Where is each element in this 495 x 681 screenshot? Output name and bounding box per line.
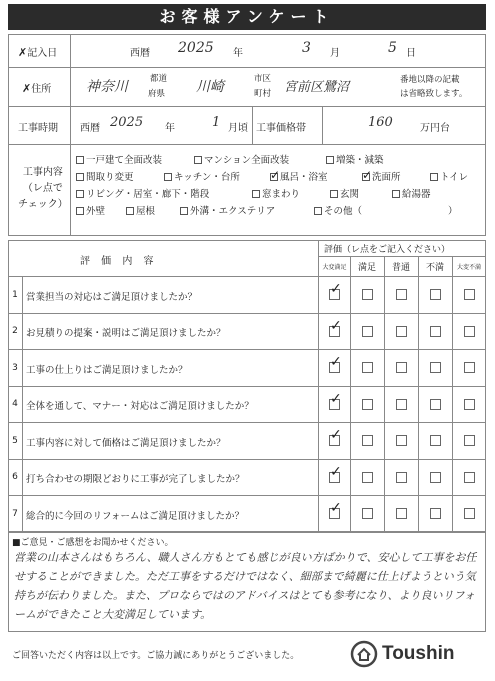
rating-checkbox[interactable] <box>464 289 475 300</box>
question-number: 4 <box>12 399 18 409</box>
date-day-unit: 日 <box>406 48 416 59</box>
checkbox[interactable] <box>314 207 322 215</box>
rating-checkbox[interactable] <box>362 399 373 410</box>
period-label: 工事時期 <box>18 123 58 134</box>
brand-logo <box>350 640 378 672</box>
house-icon <box>350 640 378 668</box>
date-era: 西暦 <box>130 48 150 59</box>
question-number: 5 <box>12 436 18 446</box>
question-text: 全体を通して、マナー・対応はご満足頂けましたか？ <box>26 401 254 412</box>
rating-checkbox-checked[interactable] <box>329 326 340 337</box>
checkbox[interactable] <box>164 173 172 181</box>
rating-checkbox[interactable] <box>430 472 441 483</box>
rating-checkbox[interactable] <box>430 289 441 300</box>
date-label: ✗記入日 <box>18 46 58 59</box>
address-label: ✗住所 <box>22 82 52 95</box>
col-dissatisfied: 不満 <box>425 263 444 273</box>
rating-checkbox[interactable] <box>464 508 475 519</box>
pref-unit-2: 府県 <box>148 89 166 99</box>
rating-checkbox[interactable] <box>362 508 373 519</box>
rating-checkbox[interactable] <box>396 362 407 373</box>
period-year-unit: 年 <box>165 123 175 134</box>
checkbox[interactable] <box>76 173 84 181</box>
rating-checkbox[interactable] <box>362 435 373 446</box>
period-month: 1 <box>212 115 221 130</box>
checkbox[interactable] <box>126 207 134 215</box>
date-year-unit: 年 <box>233 48 243 59</box>
question-text: 営業担当の対応はご満足頂けましたか？ <box>26 292 198 303</box>
question-number: 3 <box>12 363 18 373</box>
question-text: 総合的に今回のリフォームはご満足頂けましたか？ <box>26 511 245 522</box>
date-day: 5 <box>388 40 397 56</box>
rating-checkbox[interactable] <box>362 326 373 337</box>
page-title: お客様アンケート <box>8 4 486 30</box>
rating-checkbox-checked[interactable] <box>329 289 340 300</box>
rating-checkbox[interactable] <box>362 289 373 300</box>
rating-checkbox[interactable] <box>396 289 407 300</box>
checkbox[interactable] <box>76 156 84 164</box>
content-header: 評 価 内 容 <box>80 256 158 267</box>
question-text: 工事内容に対して価格はご満足頂けましたか？ <box>26 438 226 449</box>
checkbox[interactable] <box>330 190 338 198</box>
checkbox[interactable] <box>180 207 188 215</box>
pref-unit-1: 都道 <box>150 74 168 84</box>
rating-checkbox-checked[interactable] <box>329 399 340 410</box>
address-note-1: 番地以降の記載 <box>400 75 460 85</box>
col-normal: 普通 <box>391 263 410 273</box>
checkbox[interactable] <box>252 190 260 198</box>
address-pref: 神奈川 <box>86 79 128 95</box>
rating-checkbox-checked[interactable] <box>329 508 340 519</box>
rating-checkbox[interactable] <box>362 472 373 483</box>
question-text: 打ち合わせの期限どおりに工事が完了しましたか？ <box>26 474 245 485</box>
col-very-dissatisfied: 大変不満 <box>456 264 481 271</box>
rating-checkbox[interactable] <box>396 435 407 446</box>
checkbox[interactable] <box>194 156 202 164</box>
question-text: 工事の仕上りはご満足頂けましたか？ <box>26 365 188 376</box>
rating-checkbox-checked[interactable] <box>329 472 340 483</box>
question-number: 7 <box>12 509 18 519</box>
address-town: 宮前区鷺沼 <box>284 80 350 95</box>
rating-checkbox[interactable] <box>464 362 475 373</box>
rating-checkbox[interactable] <box>464 399 475 410</box>
date-year: 2025 <box>178 40 214 56</box>
checkbox-checked[interactable] <box>270 173 278 181</box>
price-value: 160 <box>368 115 393 130</box>
price-unit: 万円台 <box>420 123 450 134</box>
rating-checkbox[interactable] <box>362 362 373 373</box>
question-number: 2 <box>12 326 18 336</box>
col-very-satisfied: 大変満足 <box>322 264 347 271</box>
period-month-unit: 月頃 <box>228 123 248 134</box>
rating-checkbox[interactable] <box>430 435 441 446</box>
date-month-unit: 月 <box>330 48 340 59</box>
col-satisfied: 満足 <box>357 263 376 273</box>
rating-checkbox[interactable] <box>430 399 441 410</box>
address-note-2: は省略致します。 <box>400 89 468 99</box>
work-label: 工事内容 （レ点で チェック） <box>18 167 68 210</box>
rating-header: 評価（レ点をご記入ください） <box>324 245 451 255</box>
comments-label: ■ご意見・ご感想をお聞かせください。 <box>12 538 174 548</box>
brand-name: Toushin <box>382 643 455 664</box>
comments-text: 営業の山本さんはもちろん、職人さん方もとても感じが良い方ばかりで、安心して工事をお任せすることができました。ただ工事をするだけではなく、細部まで綺麗に仕上げようという気持ちが伝わりました。また、プロならではのアドバイスはとても参考になり、より良いリフォームができたこと大変満足しています。 <box>14 551 477 621</box>
question-text: お見積りの提案・説明はご満足頂けましたか？ <box>26 328 226 339</box>
work-items: 一戸建て全面改装 マンション全面改装 増築・減築 間取り変更 キッチン・台所✓ 風呂・浴室✓ 洗面所 トイレ リビング・居室・廊下・階段 窓まわり 玄関 給湯器 外壁 屋根 外溝・エクステリア その他（ ） <box>76 152 484 220</box>
rating-checkbox[interactable] <box>396 508 407 519</box>
rating-checkbox[interactable] <box>430 508 441 519</box>
rating-checkbox[interactable] <box>464 326 475 337</box>
price-label: 工事価格帯 <box>256 123 306 134</box>
city-unit-2: 町村 <box>254 89 272 99</box>
rating-checkbox[interactable] <box>464 472 475 483</box>
checkbox-checked[interactable] <box>362 173 370 181</box>
question-number: 1 <box>12 290 18 300</box>
rating-checkbox[interactable] <box>396 472 407 483</box>
period-year: 2025 <box>110 115 144 130</box>
checkbox[interactable] <box>326 156 334 164</box>
question-number: 6 <box>12 472 18 482</box>
rating-checkbox[interactable] <box>464 435 475 446</box>
checkbox[interactable] <box>392 190 400 198</box>
date-month: 3 <box>302 40 311 56</box>
city-unit-1: 市区 <box>254 74 272 84</box>
address-city: 川崎 <box>196 79 224 95</box>
checkbox[interactable] <box>76 190 84 198</box>
footer-thanks: ご回答いただく内容は以上です。ご協力誠にありがとうございました。 <box>12 651 300 661</box>
rating-checkbox[interactable] <box>430 362 441 373</box>
checkbox[interactable] <box>76 207 84 215</box>
rating-checkbox[interactable] <box>396 399 407 410</box>
period-era: 西暦 <box>80 123 100 134</box>
rating-checkbox-checked[interactable] <box>329 362 340 373</box>
rating-checkbox[interactable] <box>430 326 441 337</box>
rating-checkbox-checked[interactable] <box>329 435 340 446</box>
checkbox[interactable] <box>430 173 438 181</box>
rating-checkbox[interactable] <box>396 326 407 337</box>
